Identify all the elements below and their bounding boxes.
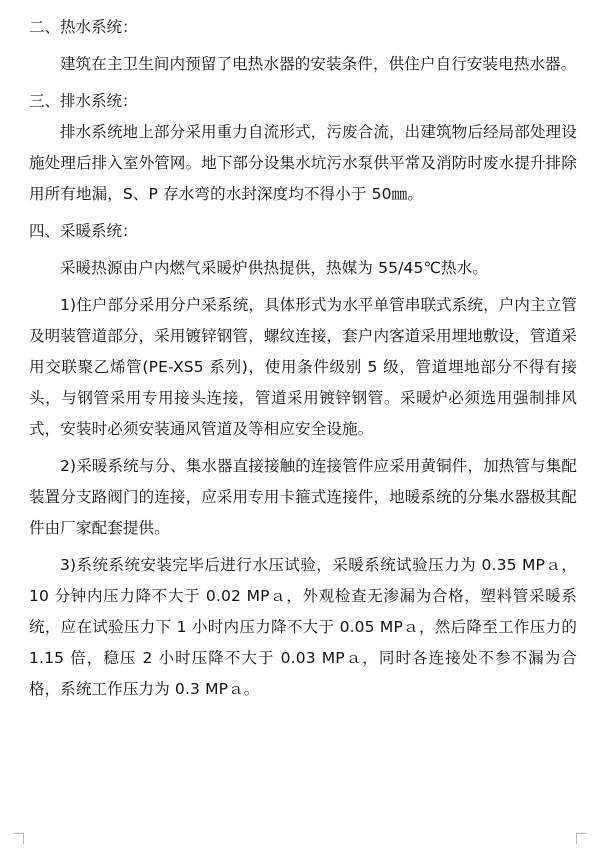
- paragraph-hot-water: 建筑在主卫生间内预留了电热水器的安装条件，供住户自行安装电热水器。: [60, 55, 577, 73]
- section-heading-drainage: 三、排水系统：: [29, 92, 138, 110]
- paragraph-heating-item-2: 2)采暖系统与分、集水器直接接触的连接管件应采用黄铜件，加热管与集配装置分支路阀门的连接，应采用专用卡箍式连接件，地暖系统的分集水器极其配件由厂家配套提供。: [29, 457, 578, 537]
- paragraph-heating-item-1: 1)住户部分采用分户采系统，具体形式为水平单管串联式系统，户内主立管及明装管道部分，采用镀锌钢管，螺纹连接，套户内客道采用埋地敷设，管道采用交联聚乙烯管(PE-XS5 系列)，使用条件级别 5 级，管道埋地部分不得有接头，与钢管采用专用接头连接，管道采用镀锌钢管。采暖炉必须选用强制排风式，安装时必须安装通风管道及等相应安全设施。: [29, 296, 578, 438]
- document-body: [29, 0, 577, 705]
- paragraph-heating-source: 采暖热源由户内燃气采暖炉供热提供，热媒为 55/45℃热水。: [60, 259, 489, 277]
- section-heading-hot-water: 二、热水系统：: [29, 18, 138, 36]
- paragraph-drainage: 排水系统地上部分采用重力自流形式，污废合流，出建筑物后经局部处理设施处理后排入室外管网。地下部分设集水坑污水泵供平常及消防时废水提升排除用所有地漏，S、P 存水弯的水封深度均不得小于 50㎜。: [29, 123, 577, 203]
- page-corner-mark-right: [576, 833, 587, 844]
- section-heading-heating: 四、采暖系统：: [29, 222, 138, 240]
- page-corner-mark-left: [13, 833, 24, 844]
- paragraph-heating-item-3: 3)系统系统安装完毕后进行水压试验，采暖系统试验压力为 0.35 MPａ，10 分钟内压力降不大于 0.02 MPａ，外观检查无渗漏为合格，塑料管采暖系统，应在试验压力下 1 小时内压力降不大于 0.05 MPａ，然后降至工作压力的 1.15 倍，稳压 2 小时压降不大于 0.03 MPａ，同时各连接处不参不漏为合格，系统工作压力为 0.3 MPａ。: [29, 556, 577, 698]
